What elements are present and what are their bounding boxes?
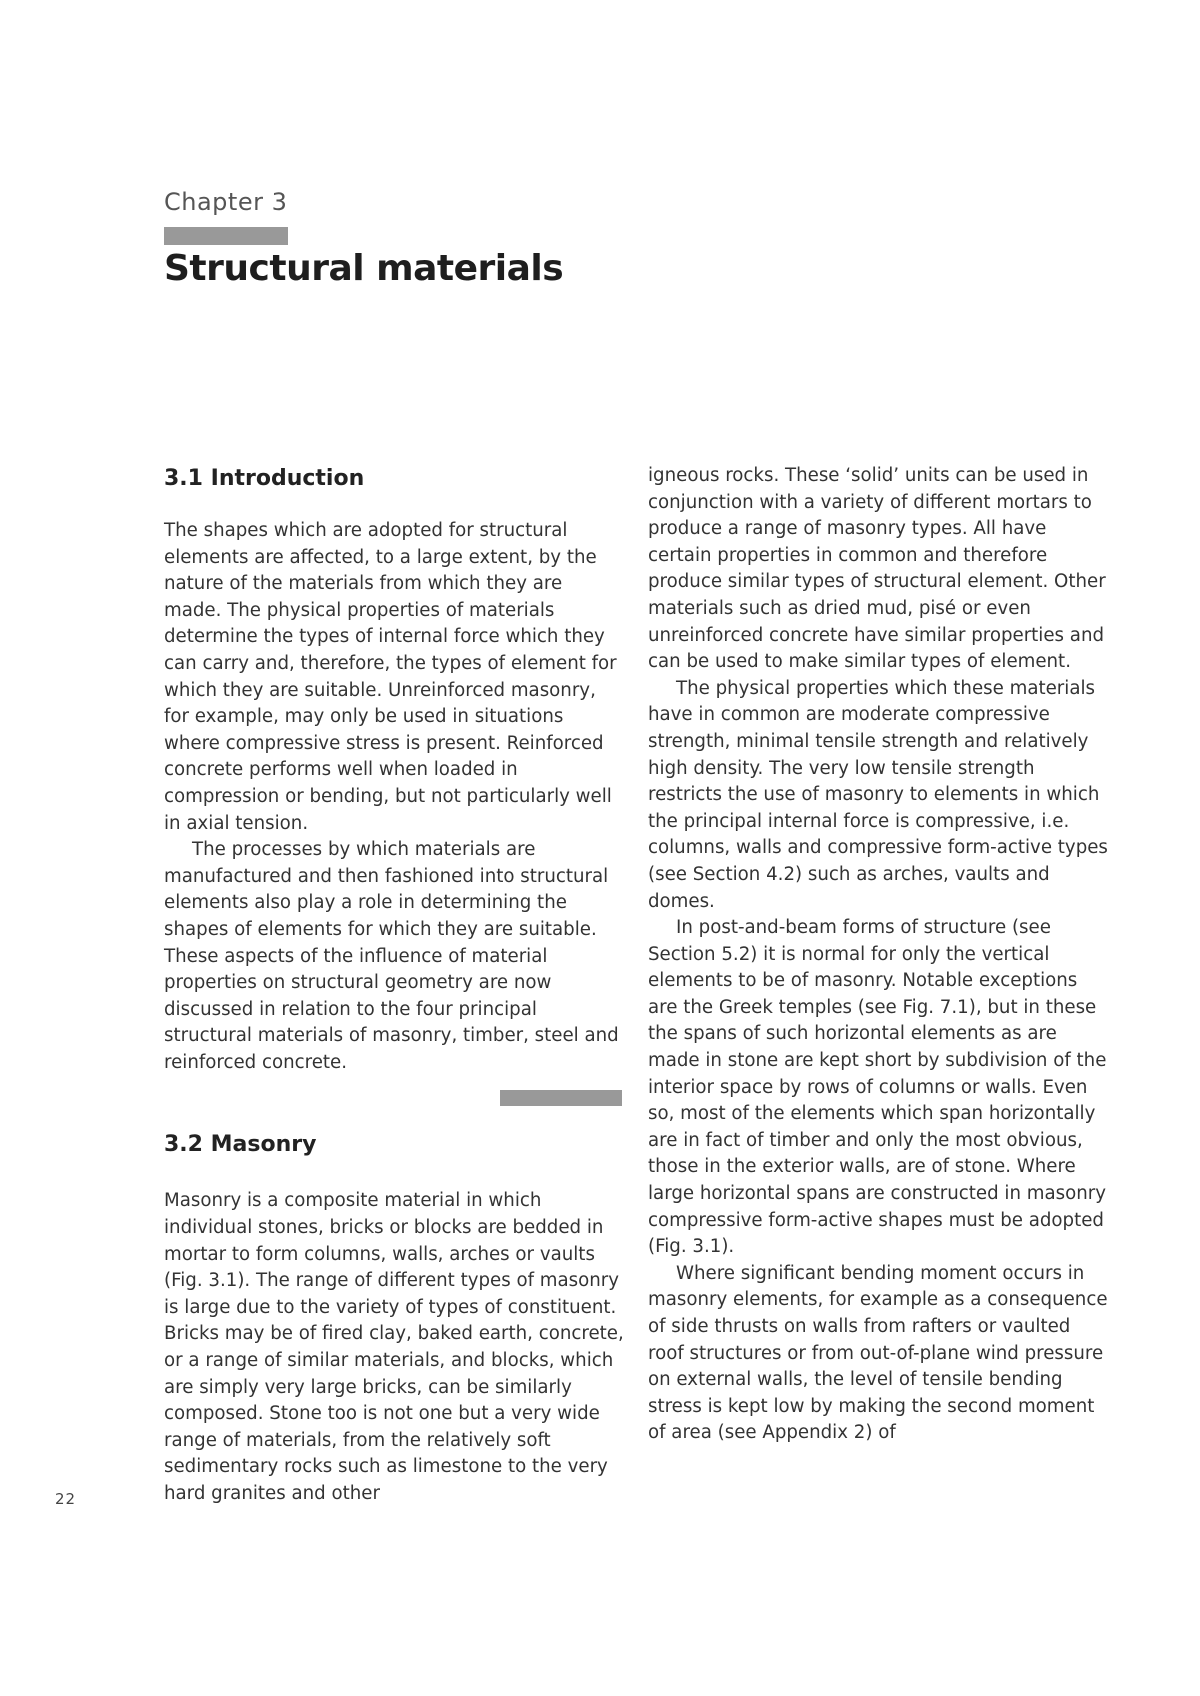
right-column (648, 463, 1108, 1447)
masonry-paragraph-1: Masonry is a composite material in which individual stones, bricks or blocks are bedded in mortar to form columns, walls, arches or vaults (Fig. 3.1). The range of different types of masonry is large due to the variety of types of constituent. Bricks may be of fired clay, baked earth, concrete, or a range of similar materials, and blocks, which are simply very large bricks, can be similarly composed. Stone too is not one but a very wide range of materials, from the relatively soft sedimentary rocks such as limestone to the very hard granites and other (164, 1190, 624, 1504)
right-paragraph-1: igneous rocks. These ‘solid’ units can be used in conjunction with a variety of different mortars to produce a range of masonry types. All have certain properties in common and therefore produce similar types of structural element. Other materials such as dried mud, pisé or even unreinforced concrete have similar properties and can be used to make similar types of element. (648, 465, 1106, 673)
right-paragraph-4: Where significant bending moment occurs in masonry elements, for example as a consequence of side thrusts on walls from rafters or vaulted roof structures or from out-of-plane wind pressure on external walls, the level of tensile bending stress is kept low by making the second moment of area (see Appendix 2) of (648, 1262, 1108, 1444)
introduction-paragraph-1: The shapes which are adopted for structural elements are affected, to a large extent, by the nature of the materials from which they are made. The physical properties of materials determine the types of internal force which they can carry and, therefore, the types of element for which they are suitable. Unreinforced masonry, for example, may only be used in situations where compressive stress is present. Reinforced concrete performs well when loaded in compression or bending, but not particularly well in axial tension. (164, 520, 617, 834)
chapter-title: Structural materials (164, 248, 564, 289)
section-heading-introduction: 3.1 Introduction (164, 466, 365, 491)
left-column (164, 464, 624, 1508)
introduction-paragraph-2: The processes by which materials are manufactured and then fashioned into structural elements also play a role in determining the shapes of elements for which they are suitable. These aspects of the influence of material properties on structural geometry are now discussed in relation to the four principal structural materials of masonry, timber, steel and reinforced concrete. (164, 839, 619, 1073)
chapter-label: Chapter 3 (164, 188, 288, 216)
right-paragraph-2: The physical properties which these materials have in common are moderate compressive strength, minimal tensile strength and relatively high density. The very low tensile strength restricts the use of masonry to elements in which the principal internal force is compressive, i.e. columns, walls and compressive form-active types (see Section 4.2) such as arches, vaults and domes. (648, 677, 1108, 912)
right-paragraph-3: In post-and-beam forms of structure (see Section 5.2) it is normal for only the vertical elements to be of masonry. Notable exceptions are the Greek temples (see Fig. 7.1), but in these the spans of such horizontal elements as are made in stone are kept short by subdivision of the interior space by rows of columns or walls. Even so, most of the elements which span horizontally are in fact of timber and only the most obvious, those in the exterior walls, are of stone. Where large horizontal spans are constructed in masonry compressive form-active shapes must be adopted (Fig. 3.1). (648, 917, 1107, 1258)
chapter-bar (164, 227, 288, 245)
section-divider-bar (500, 1090, 622, 1106)
page-number: 22 (55, 1490, 77, 1508)
section-heading-masonry: 3.2 Masonry (164, 1132, 317, 1158)
